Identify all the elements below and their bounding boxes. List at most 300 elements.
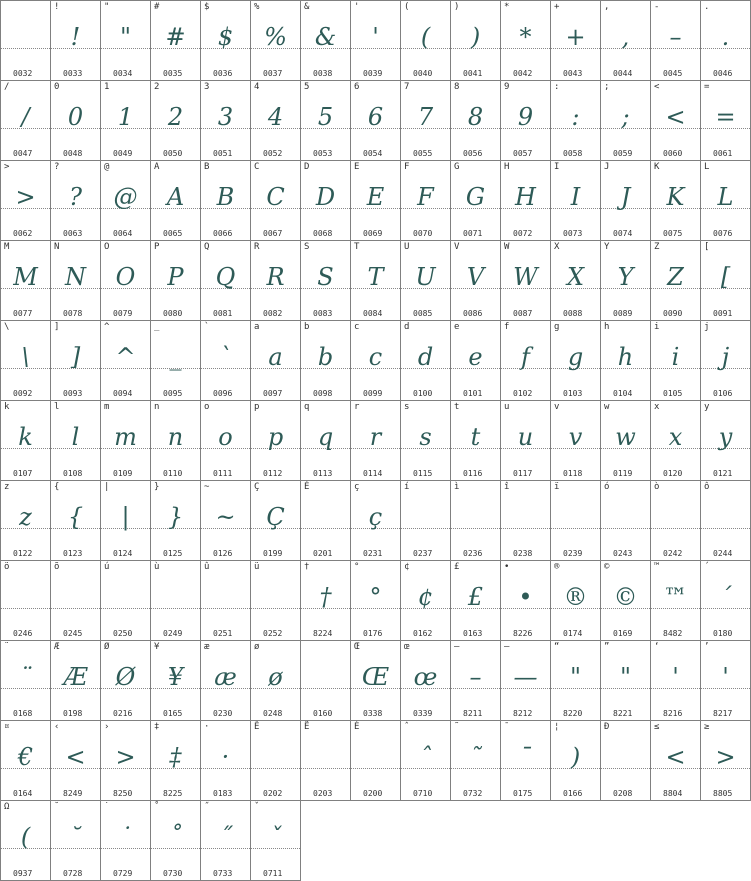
glyph-cell-char-label: í — [404, 482, 410, 492]
glyph-cell[interactable] — [501, 721, 551, 801]
glyph-cell-code: 0082 — [263, 309, 283, 318]
glyph-cell[interactable] — [301, 481, 351, 561]
glyph-cell[interactable] — [451, 481, 501, 561]
glyph-cell[interactable] — [401, 721, 451, 801]
glyph-cell[interactable] — [1, 561, 51, 641]
glyph-cell[interactable] — [651, 81, 701, 161]
glyph-cell[interactable] — [251, 1, 301, 81]
glyph-cell[interactable] — [1, 481, 51, 561]
glyph-cell-char-label: q — [304, 402, 310, 412]
glyph-cell[interactable] — [551, 721, 601, 801]
glyph-cell[interactable] — [101, 561, 151, 641]
glyph-cell[interactable] — [351, 721, 401, 801]
glyph-sample: æ — [214, 663, 237, 691]
glyph-cell-code: 0216 — [113, 709, 133, 718]
glyph-sample: @ — [113, 183, 138, 211]
glyph-cell-char-label: ¯ — [504, 722, 510, 732]
glyph-cell-char-label: ™ — [654, 562, 660, 572]
glyph-cell-code: 0072 — [513, 229, 533, 238]
glyph-cell-char-label: ˚ — [154, 802, 160, 812]
glyph-cell[interactable] — [651, 481, 701, 561]
glyph-cell[interactable] — [451, 321, 501, 401]
glyph-cell[interactable] — [601, 241, 651, 321]
glyph-cell[interactable] — [151, 721, 201, 801]
glyph-cell[interactable] — [101, 1, 151, 81]
glyph-cell[interactable] — [1, 721, 51, 801]
glyph-sample: \ — [21, 343, 30, 371]
glyph-cell[interactable] — [501, 641, 551, 721]
glyph-cell-code: 0064 — [113, 229, 133, 238]
glyph-cell[interactable] — [151, 1, 201, 81]
glyph-cell-char-label: e — [454, 322, 460, 332]
glyph-cell[interactable] — [251, 721, 301, 801]
glyph-sample: 3 — [217, 103, 234, 131]
glyph-cell-code: 0098 — [313, 389, 333, 398]
glyph-cell-char-label: & — [304, 2, 310, 12]
glyph-cell[interactable] — [301, 161, 351, 241]
glyph-cell[interactable] — [701, 481, 751, 561]
glyph-sample: R — [266, 263, 285, 291]
glyph-cell[interactable] — [301, 401, 351, 481]
glyph-cell-code: 0110 — [163, 469, 183, 478]
glyph-cell-code: 0339 — [413, 709, 433, 718]
glyph-cell[interactable] — [301, 241, 351, 321]
glyph-cell[interactable] — [301, 1, 351, 81]
glyph-cell[interactable] — [351, 641, 401, 721]
glyph-cell[interactable] — [551, 481, 601, 561]
glyph-cell[interactable] — [301, 81, 351, 161]
glyph-cell[interactable] — [451, 1, 501, 81]
baseline-guide — [251, 608, 300, 609]
glyph-cell-code: 0202 — [263, 789, 283, 798]
glyph-cell[interactable] — [651, 401, 701, 481]
glyph-cell[interactable] — [401, 641, 451, 721]
glyph-cell[interactable] — [201, 801, 251, 881]
glyph-cell[interactable] — [201, 1, 251, 81]
glyph-sample: ` — [219, 343, 232, 371]
glyph-cell[interactable] — [601, 561, 651, 641]
glyph-cell-char-label: ' — [354, 2, 360, 12]
glyph-cell[interactable] — [351, 241, 401, 321]
glyph-cell[interactable] — [701, 241, 751, 321]
glyph-cell[interactable] — [1, 801, 51, 881]
glyph-cell[interactable] — [551, 241, 601, 321]
glyph-cell[interactable] — [651, 321, 701, 401]
glyph-cell[interactable] — [51, 241, 101, 321]
glyph-sample: ¨ — [19, 663, 32, 691]
glyph-cell-code: 0069 — [363, 229, 383, 238]
glyph-sample: ] — [70, 343, 81, 371]
glyph-cell-char-label: p — [254, 402, 260, 412]
glyph-cell-char-label: N — [54, 242, 60, 252]
glyph-cell-code: 0094 — [113, 389, 133, 398]
glyph-cell[interactable] — [51, 321, 101, 401]
glyph-cell-code: 0066 — [213, 229, 233, 238]
glyph-sample: † — [319, 583, 332, 611]
glyph-cell[interactable] — [551, 641, 601, 721]
glyph-cell[interactable] — [401, 481, 451, 561]
glyph-cell[interactable] — [501, 561, 551, 641]
glyph-sample: 0 — [67, 103, 84, 131]
glyph-sample: 9 — [517, 103, 534, 131]
glyph-cell-code: 0057 — [513, 149, 533, 158]
glyph-cell-code: 8482 — [663, 629, 683, 638]
baseline-guide — [601, 768, 650, 769]
glyph-cell[interactable] — [451, 161, 501, 241]
glyph-cell[interactable] — [151, 401, 201, 481]
glyph-cell-char-label: ì — [454, 482, 460, 492]
glyph-cell-char-label: ≤ — [654, 722, 660, 732]
glyph-cell[interactable] — [601, 401, 651, 481]
glyph-cell-char-label: £ — [454, 562, 460, 572]
glyph-cell[interactable] — [101, 161, 151, 241]
glyph-cell[interactable] — [101, 321, 151, 401]
glyph-cell[interactable] — [301, 561, 351, 641]
glyph-sample: T — [367, 263, 384, 291]
baseline-guide — [501, 528, 550, 529]
glyph-cell[interactable] — [1, 321, 51, 401]
glyph-cell[interactable] — [1, 161, 51, 241]
glyph-cell-char-label: ù — [154, 562, 160, 572]
glyph-sample: – — [669, 23, 682, 51]
glyph-cell[interactable] — [201, 241, 251, 321]
glyph-cell-code: 0079 — [113, 309, 133, 318]
glyph-cell[interactable] — [501, 241, 551, 321]
glyph-cell[interactable] — [451, 81, 501, 161]
glyph-cell-char-label: ¤ — [4, 722, 10, 732]
glyph-cell[interactable] — [101, 241, 151, 321]
glyph-cell-char-label: t — [454, 402, 460, 412]
glyph-cell[interactable] — [701, 721, 751, 801]
glyph-cell-char-label: ¨ — [4, 642, 10, 652]
glyph-cell-char-label: ” — [604, 642, 610, 652]
glyph-sample: — — [513, 663, 538, 691]
glyph-cell-char-label: o — [204, 402, 210, 412]
glyph-cell[interactable] — [251, 561, 301, 641]
glyph-cell-char-label: ` — [204, 322, 210, 332]
glyph-cell[interactable] — [51, 401, 101, 481]
glyph-cell[interactable] — [51, 81, 101, 161]
glyph-cell-char-label: d — [404, 322, 410, 332]
glyph-cell-char-label: G — [454, 162, 460, 172]
glyph-cell-code: 0063 — [63, 229, 83, 238]
glyph-cell[interactable] — [401, 321, 451, 401]
glyph-cell[interactable] — [151, 161, 201, 241]
glyph-cell[interactable] — [501, 1, 551, 81]
glyph-cell[interactable] — [151, 481, 201, 561]
glyph-cell-char-label: ˙ — [104, 802, 110, 812]
glyph-cell-code: 8225 — [163, 789, 183, 798]
glyph-cell-code: 0124 — [113, 549, 133, 558]
glyph-sample: c — [368, 343, 383, 371]
glyph-cell[interactable] — [1, 241, 51, 321]
baseline-guide — [351, 768, 400, 769]
glyph-cell-char-label: : — [554, 82, 560, 92]
glyph-cell[interactable] — [651, 721, 701, 801]
glyph-cell[interactable] — [601, 81, 651, 161]
glyph-cell-char-label: C — [254, 162, 260, 172]
glyph-cell[interactable] — [501, 321, 551, 401]
glyph-cell[interactable] — [251, 481, 301, 561]
glyph-cell[interactable] — [251, 401, 301, 481]
glyph-cell[interactable] — [401, 241, 451, 321]
glyph-cell[interactable] — [501, 481, 551, 561]
glyph-cell[interactable] — [351, 561, 401, 641]
glyph-cell-code: 0242 — [663, 549, 683, 558]
glyph-cell[interactable] — [451, 721, 501, 801]
glyph-cell[interactable] — [351, 161, 401, 241]
glyph-cell[interactable] — [401, 561, 451, 641]
glyph-cell-char-label: x — [654, 402, 660, 412]
glyph-cell-code: 0061 — [713, 149, 733, 158]
glyph-cell[interactable] — [51, 721, 101, 801]
glyph-cell[interactable] — [251, 161, 301, 241]
glyph-cell[interactable] — [551, 1, 601, 81]
glyph-cell[interactable] — [101, 401, 151, 481]
glyph-cell-char-label: M — [4, 242, 10, 252]
glyph-cell[interactable] — [51, 561, 101, 641]
glyph-cell[interactable] — [151, 801, 201, 881]
glyph-cell-code: 0051 — [213, 149, 233, 158]
glyph-cell-code: 0101 — [463, 389, 483, 398]
glyph-sample: Æ — [63, 663, 88, 691]
glyph-sample: [ — [720, 263, 731, 291]
glyph-cell[interactable] — [51, 641, 101, 721]
glyph-cell[interactable] — [51, 481, 101, 561]
baseline-guide — [51, 608, 100, 609]
glyph-cell[interactable] — [351, 1, 401, 81]
baseline-guide — [251, 768, 300, 769]
glyph-cell-code: 0085 — [413, 309, 433, 318]
glyph-cell-char-label: • — [504, 562, 510, 572]
glyph-sample: S — [317, 263, 334, 291]
glyph-cell-char-label: + — [554, 2, 560, 12]
glyph-cell-char-label: # — [154, 2, 160, 12]
glyph-cell[interactable] — [551, 401, 601, 481]
glyph-cell[interactable] — [451, 401, 501, 481]
glyph-cell[interactable] — [601, 721, 651, 801]
glyph-sample: ) — [470, 23, 481, 51]
glyph-cell[interactable] — [651, 641, 701, 721]
glyph-cell[interactable] — [101, 721, 151, 801]
glyph-cell-char-label: h — [604, 322, 610, 332]
glyph-cell[interactable] — [1, 641, 51, 721]
glyph-cell-code: 0243 — [613, 549, 633, 558]
glyph-cell[interactable] — [701, 561, 751, 641]
glyph-cell-char-label: ï — [554, 482, 560, 492]
glyph-cell-char-label: ´ — [704, 562, 710, 572]
glyph-cell[interactable] — [101, 81, 151, 161]
glyph-cell-code: 0200 — [363, 789, 383, 798]
glyph-cell-char-label: ú — [104, 562, 110, 572]
glyph-cell[interactable] — [101, 641, 151, 721]
glyph-sample: D — [315, 183, 336, 211]
glyph-cell-char-label: m — [104, 402, 110, 412]
glyph-cell-code: 0045 — [663, 69, 683, 78]
glyph-cell[interactable] — [651, 161, 701, 241]
glyph-cell[interactable] — [551, 561, 601, 641]
glyph-cell[interactable] — [251, 241, 301, 321]
glyph-cell-code: 0165 — [163, 709, 183, 718]
glyph-cell[interactable] — [301, 721, 351, 801]
glyph-cell[interactable] — [651, 1, 701, 81]
glyph-cell[interactable] — [101, 481, 151, 561]
glyph-cell-code: 0062 — [13, 229, 33, 238]
glyph-cell-char-label: H — [504, 162, 510, 172]
glyph-sample: j — [721, 343, 730, 371]
glyph-cell-char-label: ˇ — [254, 802, 260, 812]
glyph-cell-code: 0046 — [713, 69, 733, 78]
glyph-cell[interactable] — [151, 81, 201, 161]
glyph-cell[interactable] — [651, 561, 701, 641]
glyph-sample: & — [314, 23, 337, 51]
baseline-guide — [651, 528, 700, 529]
glyph-cell-code: 0733 — [213, 869, 233, 878]
glyph-cell[interactable] — [51, 161, 101, 241]
glyph-cell-code: 0169 — [613, 629, 633, 638]
glyph-sample: n — [167, 423, 184, 451]
glyph-cell[interactable] — [201, 721, 251, 801]
glyph-cell[interactable] — [601, 481, 651, 561]
glyph-cell[interactable] — [201, 161, 251, 241]
glyph-cell[interactable] — [551, 161, 601, 241]
glyph-cell-code: 0033 — [63, 69, 83, 78]
glyph-cell-char-label: B — [204, 162, 210, 172]
glyph-cell[interactable] — [201, 561, 251, 641]
glyph-cell[interactable] — [551, 81, 601, 161]
glyph-cell-code: 0059 — [613, 149, 633, 158]
glyph-cell[interactable] — [501, 81, 551, 161]
glyph-cell-code: 0047 — [13, 149, 33, 158]
glyph-cell[interactable] — [201, 81, 251, 161]
glyph-cell[interactable] — [51, 1, 101, 81]
glyph-cell[interactable] — [51, 801, 101, 881]
glyph-cell[interactable] — [201, 641, 251, 721]
glyph-cell[interactable] — [701, 641, 751, 721]
glyph-cell[interactable] — [551, 321, 601, 401]
glyph-cell[interactable] — [151, 641, 201, 721]
glyph-cell-char-label: ö — [4, 562, 10, 572]
glyph-cell[interactable] — [701, 321, 751, 401]
glyph-cell[interactable] — [501, 401, 551, 481]
baseline-guide — [301, 688, 350, 689]
glyph-sample: B — [216, 183, 235, 211]
glyph-cell-char-label: Ë — [304, 722, 310, 732]
glyph-sample: ® — [563, 583, 588, 611]
glyph-cell[interactable] — [601, 1, 651, 81]
glyph-cell[interactable] — [251, 81, 301, 161]
glyph-cell-code: 0107 — [13, 469, 33, 478]
glyph-cell[interactable] — [201, 481, 251, 561]
glyph-cell[interactable] — [401, 401, 451, 481]
glyph-cell-code: 0104 — [613, 389, 633, 398]
glyph-cell[interactable] — [351, 321, 401, 401]
glyph-cell[interactable] — [201, 401, 251, 481]
glyph-cell[interactable] — [401, 81, 451, 161]
glyph-cell-code: 0039 — [363, 69, 383, 78]
glyph-cell[interactable] — [351, 401, 401, 481]
glyph-cell-code: 0168 — [13, 709, 33, 718]
glyph-cell[interactable] — [501, 161, 551, 241]
glyph-cell-char-label: s — [404, 402, 410, 412]
glyph-cell[interactable] — [101, 801, 151, 881]
glyph-cell-code: 0729 — [113, 869, 133, 878]
glyph-sample: " — [619, 663, 632, 691]
glyph-cell[interactable] — [401, 1, 451, 81]
glyph-cell-char-label: 5 — [304, 82, 310, 92]
baseline-guide — [601, 528, 650, 529]
glyph-cell-code: 0116 — [463, 469, 483, 478]
glyph-cell[interactable] — [451, 561, 501, 641]
glyph-cell-char-label: w — [604, 402, 610, 412]
glyph-cell[interactable] — [351, 481, 401, 561]
glyph-cell-char-label: $ — [204, 2, 210, 12]
glyph-cell-char-label: † — [304, 562, 310, 572]
glyph-cell[interactable] — [251, 801, 301, 881]
glyph-cell[interactable] — [151, 561, 201, 641]
glyph-cell[interactable] — [251, 641, 301, 721]
glyph-cell-code: 0246 — [13, 629, 33, 638]
glyph-cell-code: 0083 — [313, 309, 333, 318]
glyph-cell-char-label: ˝ — [204, 802, 210, 812]
glyph-cell[interactable] — [701, 81, 751, 161]
glyph-cell[interactable] — [401, 161, 451, 241]
glyph-cell[interactable] — [701, 401, 751, 481]
glyph-cell[interactable] — [151, 241, 201, 321]
glyph-sample: w — [615, 423, 636, 451]
glyph-cell-char-label: ) — [454, 2, 460, 12]
glyph-cell[interactable] — [601, 161, 651, 241]
glyph-cell-code: 0087 — [513, 309, 533, 318]
glyph-cell-char-label: ò — [654, 482, 660, 492]
glyph-cell-code: 0710 — [413, 789, 433, 798]
glyph-cell[interactable] — [601, 321, 651, 401]
glyph-cell[interactable] — [1, 401, 51, 481]
glyph-sample: Œ — [361, 663, 390, 691]
glyph-cell[interactable] — [1, 81, 51, 161]
glyph-sample: ˜ — [469, 743, 482, 771]
glyph-sample: Ø — [115, 663, 136, 691]
glyph-cell[interactable] — [451, 641, 501, 721]
glyph-cell-char-label: k — [4, 402, 10, 412]
glyph-cell-char-label: g — [554, 322, 560, 332]
glyph-cell-code: 0230 — [213, 709, 233, 718]
glyph-sample: 4 — [267, 103, 284, 131]
glyph-cell-code: 0183 — [213, 789, 233, 798]
glyph-cell[interactable] — [651, 241, 701, 321]
glyph-cell-char-label: 8 — [454, 82, 460, 92]
glyph-cell[interactable] — [351, 81, 401, 161]
glyph-cell[interactable] — [151, 321, 201, 401]
glyph-cell[interactable] — [301, 641, 351, 721]
glyph-sample: e — [468, 343, 483, 371]
glyph-sample: Q — [215, 263, 236, 291]
glyph-cell[interactable] — [701, 161, 751, 241]
glyph-cell-char-label: S — [304, 242, 310, 252]
glyph-cell[interactable] — [701, 1, 751, 81]
glyph-cell[interactable] — [451, 241, 501, 321]
glyph-cell[interactable] — [601, 641, 651, 721]
glyph-cell-code: 0100 — [413, 389, 433, 398]
glyph-cell-code: 0095 — [163, 389, 183, 398]
glyph-sample: v — [568, 423, 583, 451]
glyph-cell[interactable] — [301, 321, 351, 401]
glyph-cell[interactable] — [251, 321, 301, 401]
glyph-cell-code: 0080 — [163, 309, 183, 318]
glyph-cell[interactable] — [201, 321, 251, 401]
glyph-sample: Z — [667, 263, 684, 291]
glyph-cell[interactable] — [1, 1, 51, 81]
